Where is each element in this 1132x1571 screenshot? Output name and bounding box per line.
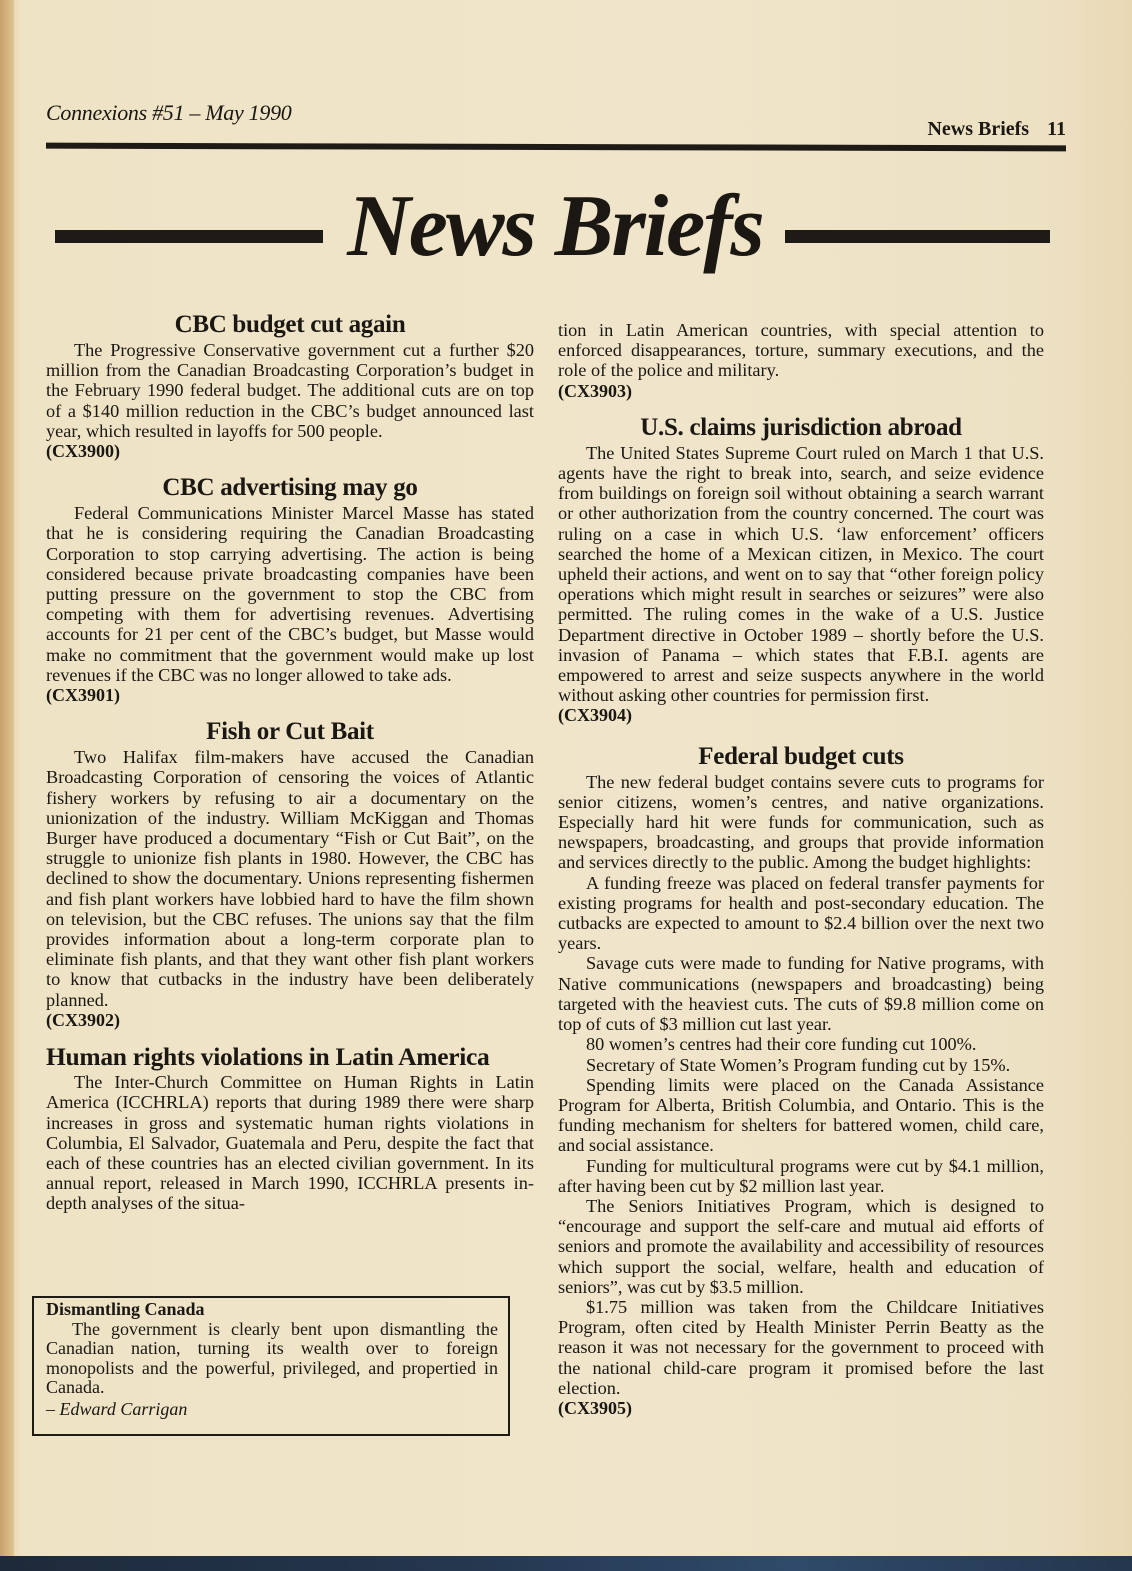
story-headline: Human rights violations in Latin America	[46, 1042, 490, 1072]
story-headline: U.S. claims jurisdiction abroad	[640, 413, 962, 441]
story-paragraph: Federal Communications Minister Marcel Masse has stated that he is considering requiring the Canadian Broadcasting Corporation to stop carrying advertising. The action is being considered because private broadcasting companies have been putting pressure on the government to stop the CBC from competing with them for advertising revenues. Advertising accounts for 21 per cent of the CBC’s budget, but Masse would make no commitment that the government would make up lost revenues if the CBC was no longer allowed to take ads.	[46, 503, 534, 685]
quote-attribution: – Edward Carrigan	[46, 1398, 188, 1419]
right-column	[558, 320, 1044, 1430]
masthead-bar-right	[785, 230, 1050, 243]
story-human-rights-continued	[558, 320, 1044, 401]
masthead	[55, 180, 1050, 290]
publication-issue: Connexions #51 – May 1990	[46, 100, 292, 125]
story-code: (CX3903)	[558, 380, 632, 401]
story-code: (CX3902)	[46, 1009, 120, 1030]
story-paragraph: The Seniors Initiatives Program, which is designed to “encourage and support the self-care and mutual aid efforts of seniors and promote the availability and accessibility of resources which support the social, welfare, health and education of seniors”, was cut by $3.5 million.	[558, 1195, 1044, 1297]
masthead-title: News Briefs	[347, 178, 763, 275]
story-headline: Federal budget cuts	[698, 742, 904, 770]
story-paragraph: Funding for multicultural programs were cut by $4.1 million, after having been cut by $2 million last year.	[558, 1155, 1044, 1196]
page-number: 11	[1047, 118, 1066, 140]
story-paragraph: Secretary of State Women’s Program funding cut by 15%.	[586, 1054, 1011, 1075]
running-header	[46, 100, 1066, 160]
scan-bottom-edge	[0, 1556, 1132, 1571]
story-cbc-budget-cut	[46, 310, 534, 461]
story-paragraph: A funding freeze was placed on federal transfer payments for existing programs for health and post-secondary education. The cutbacks are expected to amount to $2.4 billion over the next two years.	[558, 872, 1044, 954]
section-name: News Briefs	[927, 118, 1030, 140]
story-federal-budget-cuts	[558, 742, 1044, 1419]
story-code: (CX3901)	[46, 685, 120, 706]
story-code: (CX3900)	[46, 441, 120, 462]
story-headline: CBC budget cut again	[174, 311, 406, 338]
masthead-bar-left	[55, 230, 323, 243]
left-column	[46, 310, 534, 1214]
quote-text: The government is clearly bent upon dismantling the Canadian nation, turning its wealth over to foreign monopolists and the powerful, privileged, and propertied in Canada.	[46, 1318, 498, 1397]
page-binding-edge	[0, 0, 14, 1571]
story-fish-or-cut-bait	[46, 717, 534, 1030]
story-cbc-advertising	[46, 473, 534, 705]
story-paragraph: The Inter-Church Committee on Human Rights in Latin America (ICCHRLA) reports that during 1989 there were sharp increases in gross and systematic human rights violations in Columbia, El Salvador, Guatemala and Peru, despite the fact that each of these countries has an elected civilian government. In its annual report, released in March 1990, ICCHRLA presents in-depth analyses of the situa-	[46, 1072, 534, 1214]
quote-title: Dismantling Canada	[46, 1299, 205, 1319]
story-code: (CX3904)	[558, 705, 632, 726]
story-code: (CX3905)	[558, 1397, 632, 1418]
story-continuation: tion in Latin American countries, with special attention to enforced disappearances, torture, summary executions, and the role of the police and military.	[558, 320, 1044, 381]
story-paragraph: The Progressive Conservative government cut a further $20 million from the Canadian Broadcasting Corporation’s budget in the February 1990 federal budget. The additional cuts are on top of a $140 million reduction in the CBC’s budget announced last year, which resulted in layoffs for 500 people.	[46, 340, 534, 441]
story-human-rights-latin-america	[46, 1042, 534, 1213]
story-paragraph: 80 women’s centres had their core funding cut 100%.	[586, 1034, 977, 1055]
story-headline: CBC advertising may go	[162, 474, 418, 502]
story-paragraph: $1.75 million was taken from the Childcare Initiatives Program, often cited by Health Minister Perrin Beatty as the reason it was not necessary for the government to proceed with the national child-care program it promised before the last election.	[558, 1296, 1044, 1398]
header-rule	[46, 143, 1066, 152]
section-and-page	[927, 118, 1066, 141]
story-paragraph: The new federal budget contains severe cuts to programs for senior citizens, women’s centres, and native organizations. Especially hard hit were funds for communication, such as newspapers, broadcasting, and groups that provide information and services directly to the public. Among the budget highlights:	[558, 771, 1044, 873]
story-paragraph: Two Halifax film-makers have accused the Canadian Broadcasting Corporation of censoring the voices of Atlantic fishery workers by refusing to air a documentary on the unionization of the industry. William McKiggan and Thomas Burger have produced a documentary “Fish or Cut Bait”, on the struggle to unionize fish plants in 1980. However, the CBC has declined to show the documentary. Unions representing fishermen and fish plant workers have lobbied hard to have the film shown on television, but the CBC refuses. The unions say that the film provides information about a long-term corporate plan to eliminate fish plants, and that they want other fish plant workers to know that cutbacks in the industry have been deliberately planned.	[46, 747, 534, 1010]
story-us-jurisdiction	[558, 413, 1044, 726]
story-paragraph: The United States Supreme Court ruled on March 1 that U.S. agents have the right to break into, search, and seize evidence from buildings on foreign soil without obtaining a search warrant or other authorization from the country concerned. The court was ruling on a case in which U.S. ‘law enforcement’ officers searched the home of a Mexican citizen, in Mexico. The court upheld their actions, and went on to say that “other foreign policy operations which might result in searches or seizures” were also permitted. The ruling comes in the wake of a U.S. Justice Department directive in October 1989 – shortly before the U.S. invasion of Panama – which states that F.B.I. agents are empowered to arrest and seize suspects anywhere in the world without asking other countries for permission first.	[558, 442, 1044, 706]
story-paragraph: Spending limits were placed on the Canada Assistance Program for Alberta, British Columbia, and Ontario. This is the funding mechanism for shelters for battered women, child care, and social assistance.	[558, 1074, 1044, 1156]
sidebar-quote-box	[32, 1296, 510, 1436]
story-paragraph: Savage cuts were made to funding for Native programs, with Native communications (newspapers and broadcasting) being targeted with the heaviest cuts. The cuts of $9.8 million come on top of cuts of $3 million cut last year.	[558, 953, 1044, 1035]
story-headline: Fish or Cut Bait	[206, 718, 374, 746]
